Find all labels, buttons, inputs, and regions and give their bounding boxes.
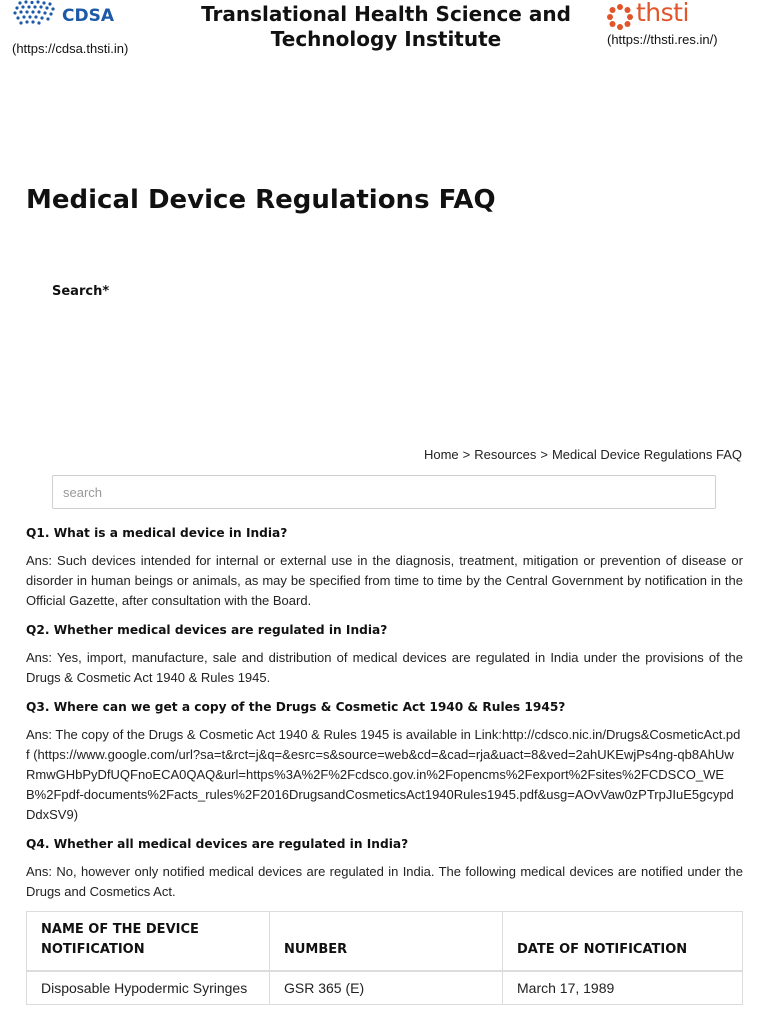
column-header-device-name: NAME OF THE DEVICE NOTIFICATION <box>27 912 270 972</box>
faq-question: Q2. Whether medical devices are regulated in India? <box>26 623 388 637</box>
breadcrumb-current: Medical Device Regulations FAQ <box>551 447 742 462</box>
cell-device-name: Disposable Hypodermic Syringes <box>27 971 270 1005</box>
faq-answer: Ans: Such devices intended for internal or external use in the diagnosis, treatment, mitigation or prevention of disease or disorder in human beings or animals, as may be specified from time to time by the Central Government by notification in the Official Gazette, after consultation with the Board. <box>26 553 743 608</box>
column-header-number: NUMBER <box>270 912 503 972</box>
device-notification-table <box>26 911 743 1005</box>
cdsa-url[interactable]: (https://cdsa.thsti.in) <box>12 41 129 56</box>
thsti-url[interactable]: (https://thsti.res.in/) <box>607 32 718 47</box>
faq-question: Q3. Where can we get a copy of the Drugs & Cosmetic Act 1940 & Rules 1945? <box>26 700 566 714</box>
cdsa-logo-icon <box>12 0 62 28</box>
cell-date: March 17, 1989 <box>503 971 743 1005</box>
thsti-logo-text: thsti <box>636 0 689 27</box>
cell-number: GSR 365 (E) <box>270 971 503 1005</box>
faq-question: Q4. Whether all medical devices are regulated in India? <box>26 837 409 851</box>
site-header <box>0 0 768 70</box>
breadcrumb-resources[interactable]: Resources <box>474 447 537 462</box>
thsti-logo-icon <box>607 4 633 30</box>
site-title: Translational Health Science and Technology Institute <box>201 2 571 51</box>
breadcrumb-separator: > <box>462 447 471 462</box>
faq-answer: Ans: Yes, import, manufacture, sale and distribution of medical devices are regulated in India under the provisions of the Drugs & Cosmetic Act 1940 & Rules 1945. <box>26 650 743 685</box>
breadcrumb <box>424 447 742 462</box>
faq-question: Q1. What is a medical device in India? <box>26 526 288 540</box>
faq-answer: Ans: The copy of the Drugs & Cosmetic Act 1940 & Rules 1945 is available in Link:http://cdsco.nic.in/Drugs&CosmeticAct.pdf (https://www.google.com/url?sa=t&rct=j&q=&esrc=s&source=web&cd=&cad=rja&uact=8&ved=2ahUKEwjPs4ng-qb8AhUwRmwGHbPyDfUQFnoECA0QAQ&url=https%3A%2F%2Fcdsco.gov.in%2Fopencms%2Fexport%2Fsites%2FCDSCO_WEB%2Fpdf-documents%2Facts_rules%2F2016DrugsandCosmeticsAct1940Rules1945.pdf&usg=AOvVaw0zPTrpJIuE5gcypdDdxSV9) <box>26 727 741 822</box>
column-header-date: DATE OF NOTIFICATION <box>503 912 743 972</box>
breadcrumb-home[interactable]: Home <box>423 447 459 462</box>
faq-answer: Ans: No, however only notified medical devices are regulated in India. The following medical devices are notified under the Drugs and Cosmetics Act. <box>26 864 743 899</box>
faq-list <box>26 524 743 912</box>
page-title: Medical Device Regulations FAQ <box>26 185 496 215</box>
cdsa-logo-text: CDSA <box>62 6 114 26</box>
table-header-row <box>27 912 743 972</box>
breadcrumb-separator: > <box>540 447 548 462</box>
search-label: Search* <box>52 284 110 299</box>
table-row <box>27 971 743 1005</box>
search-input[interactable] <box>52 475 716 509</box>
